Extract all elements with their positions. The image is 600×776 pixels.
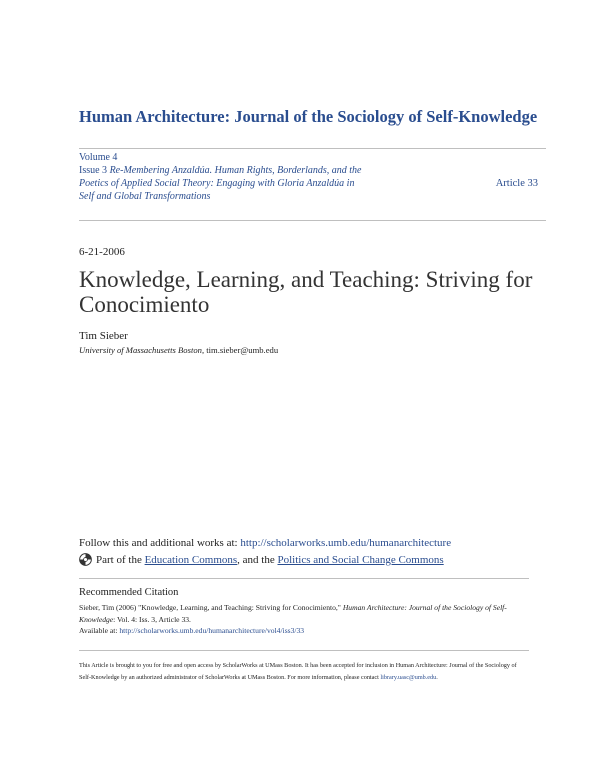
footer-notice <box>79 660 529 684</box>
part-of-label: Part of the <box>96 553 142 566</box>
paper-title: Knowledge, Learning, and Teaching: Striving for Conocimiento <box>79 267 533 317</box>
divider <box>79 148 546 149</box>
author-email[interactable]: tim.sieber@umb.edu <box>206 345 279 355</box>
available-prefix: Available at: <box>79 626 118 635</box>
citation-url-link[interactable]: http://scholarworks.umb.edu/humanarchitecture/vol4/iss3/33 <box>119 626 305 635</box>
citation-heading: Recommended Citation <box>79 587 179 598</box>
divider <box>79 578 529 579</box>
education-commons-link[interactable]: Education Commons <box>144 553 238 566</box>
volume-link[interactable]: Volume 4 <box>79 152 118 163</box>
politics-commons-link[interactable]: Politics and Social Change Commons <box>277 553 444 566</box>
citation-journal: Human Architecture: Journal of the Sociology of Self-Knowledge <box>79 603 507 624</box>
and-the-label: , and the <box>237 553 275 566</box>
commons-line <box>79 553 444 566</box>
follow-prefix: Follow this and additional works at: <box>79 537 238 549</box>
article-number[interactable]: Article 33 <box>495 178 538 189</box>
footer-end: . <box>436 674 438 681</box>
citation-part-2: : Vol. 4: Iss. 3, Article 33. <box>113 614 191 624</box>
commons-network-icon <box>79 553 92 566</box>
footer-text: This Article is brought to you for free and open access by ScholarWorks at UMass Boston. It has been accepted for inclusion in Human Architecture: Journal of the Sociology of Self-Knowledge by an authorized administrator of ScholarWorks at UMass Boston. For more information, please contact <box>79 662 517 681</box>
issue-link[interactable]: Issue 3 <box>79 165 108 176</box>
issue-title[interactable]: Re-Membering Anzaldúa. Human Rights, Borderlands, and the Poetics of Applied Social Theory: Engaging with Gloria Anzaldúa in Self and Global Transformations <box>79 165 362 202</box>
contact-email-link[interactable]: library.uasc@umb.edu <box>380 674 437 681</box>
divider <box>79 220 546 221</box>
citation-part-1: Sieber, Tim (2006) "Knowledge, Learning, and Teaching: Striving for Conocimiento," <box>79 603 341 612</box>
publication-date: 6-21-2006 <box>79 246 125 258</box>
follow-url-link[interactable]: http://scholarworks.umb.edu/humanarchitecture <box>240 537 452 549</box>
citation-text <box>79 602 529 637</box>
issue-info <box>79 151 369 203</box>
author-name: Tim Sieber <box>79 330 128 342</box>
journal-title[interactable]: Human Architecture: Journal of the Sociology of Self-Knowledge <box>79 107 538 126</box>
follow-line <box>79 537 451 549</box>
divider <box>79 650 529 651</box>
author-institution: University of Massachusetts Boston <box>79 345 202 355</box>
author-affiliation: University of Massachusetts Boston, tim.sieber@umb.edu <box>79 345 279 355</box>
